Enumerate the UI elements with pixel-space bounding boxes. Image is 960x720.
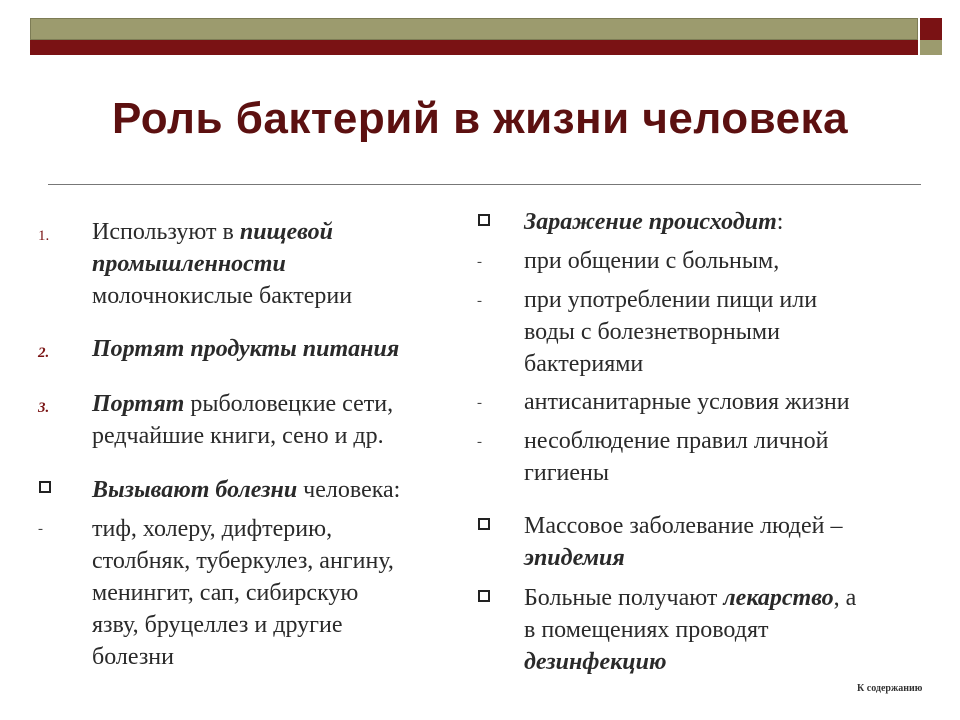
- table-of-contents-link[interactable]: К содержанию: [857, 683, 923, 694]
- header-bar-olive: [30, 18, 918, 40]
- left-item-3-bold: Портят: [92, 391, 185, 417]
- right-heading-post: :: [776, 209, 784, 235]
- right-list-item: [524, 284, 924, 380]
- right-list-item-line: гигиены: [524, 460, 609, 486]
- right-meds-pre: Больные получают: [524, 585, 724, 611]
- right-meds-mid: , а: [833, 585, 857, 611]
- left-item-4: [92, 474, 462, 506]
- list-marker-2: 2.: [38, 345, 50, 361]
- right-meds-bold1: лекарство: [723, 585, 834, 611]
- left-item-1: [92, 216, 452, 312]
- left-item-1-text: Используют в: [92, 219, 240, 245]
- right-mass: [524, 510, 934, 574]
- left-item-3-post: рыболовецкие сети,: [184, 391, 394, 417]
- left-item-1-post: молочнокислые бактерии: [92, 283, 353, 309]
- header-square-olive: [918, 40, 942, 55]
- right-meds-line2: в помещениях проводят: [524, 617, 769, 643]
- left-item-4-post: человека:: [297, 477, 401, 503]
- right-mass-text: Массовое заболевание людей –: [524, 513, 843, 539]
- right-heading-bold: Заражение происходит: [524, 209, 777, 235]
- left-item-1-bold1: пищевой: [239, 219, 333, 245]
- header-square-red: [918, 18, 942, 40]
- list-marker-3: 3.: [38, 400, 50, 416]
- square-bullet-icon: [39, 481, 51, 493]
- dash-marker: -: [477, 293, 482, 309]
- left-item-1-bold2: промышленности: [92, 251, 286, 277]
- left-item-5-l2: столбняк, туберкулез, ангину,: [92, 548, 394, 574]
- right-list-item-line: воды с болезнетворными: [524, 319, 780, 345]
- title-divider: [48, 184, 921, 185]
- dash-marker: -: [38, 521, 43, 537]
- left-item-4-bold: Вызывают болезни: [92, 477, 298, 503]
- right-list-item-line: при общении с больным,: [524, 248, 780, 274]
- left-item-3: [92, 388, 462, 452]
- dash-marker: -: [477, 434, 482, 450]
- dash-marker: -: [477, 254, 482, 270]
- list-marker-1: 1.: [38, 228, 50, 244]
- right-list-item: [524, 425, 924, 489]
- right-heading: [524, 206, 924, 238]
- left-item-5: [92, 513, 462, 673]
- left-item-5-l4: язву, бруцеллез и другие: [92, 612, 343, 638]
- right-meds-bold2: дезинфекцию: [524, 649, 667, 675]
- square-bullet-icon: [478, 518, 490, 530]
- dash-marker: -: [477, 395, 482, 411]
- left-item-5-l1: тиф, холеру, дифтерию,: [92, 516, 333, 542]
- right-list-item: [524, 245, 924, 277]
- right-list-item-line: бактериями: [524, 351, 644, 377]
- right-list-item-line: несоблюдение правил личной: [524, 428, 829, 454]
- right-list-item-line: при употреблении пищи или: [524, 287, 818, 313]
- right-list-item-line: антисанитарные условия жизни: [524, 389, 850, 415]
- right-mass-bold: эпидемия: [524, 545, 625, 571]
- right-meds: [524, 582, 934, 678]
- left-item-5-l5: болезни: [92, 644, 174, 670]
- left-item-3-line2: редчайшие книги, сено и др.: [92, 423, 384, 449]
- left-item-2: Портят продукты питания: [92, 336, 400, 362]
- square-bullet-icon: [478, 590, 490, 602]
- square-bullet-icon: [478, 214, 490, 226]
- left-item-5-l3: менингит, сап, сибирскую: [92, 580, 359, 606]
- right-list-item: [524, 386, 924, 418]
- slide-title: Роль бактерий в жизни человека: [111, 94, 849, 143]
- header-bar-red: [30, 40, 918, 55]
